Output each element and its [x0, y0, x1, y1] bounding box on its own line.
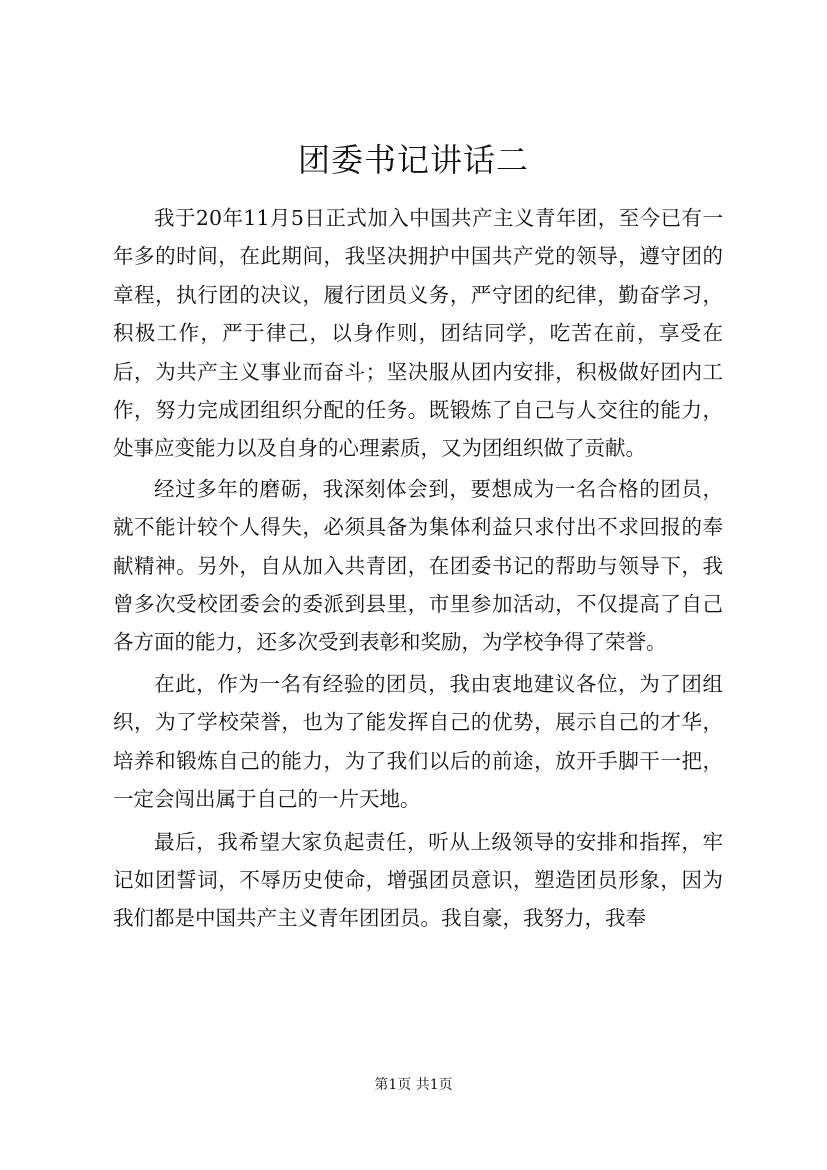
paragraph-3: 在此，作为一名有经验的团员，我由衷地建议各位，为了团组织，为了学校荣誉，也为了能发挥自己的优势，展示自己的才华，培养和锻炼自己的能力，为了我们以后的前途，放开手脚干一把，一定会闯出属于自己的一片天地。: [113, 671, 723, 812]
page-footer: 第1页 共1页: [374, 1077, 453, 1093]
document-title: 团委书记讲话二: [297, 141, 529, 179]
paragraph-1: 我于20年11月5日正式加入中国共产主义青年团，至今已有一年多的时间，在此期间，我坚决拥护中国共产党的领导，遵守团的章程，执行团的决议，履行团员义务，严守团的纪律，勤奋学习，积极工作，严于律己，以身作则，团结同学，吃苦在前，享受在后，为共产主义事业而奋斗；坚决服从团内安排，积极做好团内工作，努力完成团组织分配的任务。既锻炼了自己与人交往的能力，处事应变能力以及自身的心理素质，又为团组织做了贡献。: [113, 206, 723, 461]
paragraph-2: 经过多年的磨砺，我深刻体会到，要想成为一名合格的团员，就不能计较个人得失，必须具备为集体利益只求付出不求回报的奉献精神。另外，自从加入共青团，在团委书记的帮助与领导下，我曾多次受校团委会的委派到县里，市里参加活动，不仅提高了自己各方面的能力，还多次受到表彰和奖励，为学校争得了荣誉。: [113, 476, 723, 655]
paragraph-4: 最后，我希望大家负起责任，听从上级领导的安排和指挥，牢记如团誓词，不辱历史使命，增强团员意识，塑造团员形象，因为我们都是中国共产主义青年团团员。我自豪，我努力，我奉: [113, 829, 723, 931]
document-body: [113, 199, 723, 938]
